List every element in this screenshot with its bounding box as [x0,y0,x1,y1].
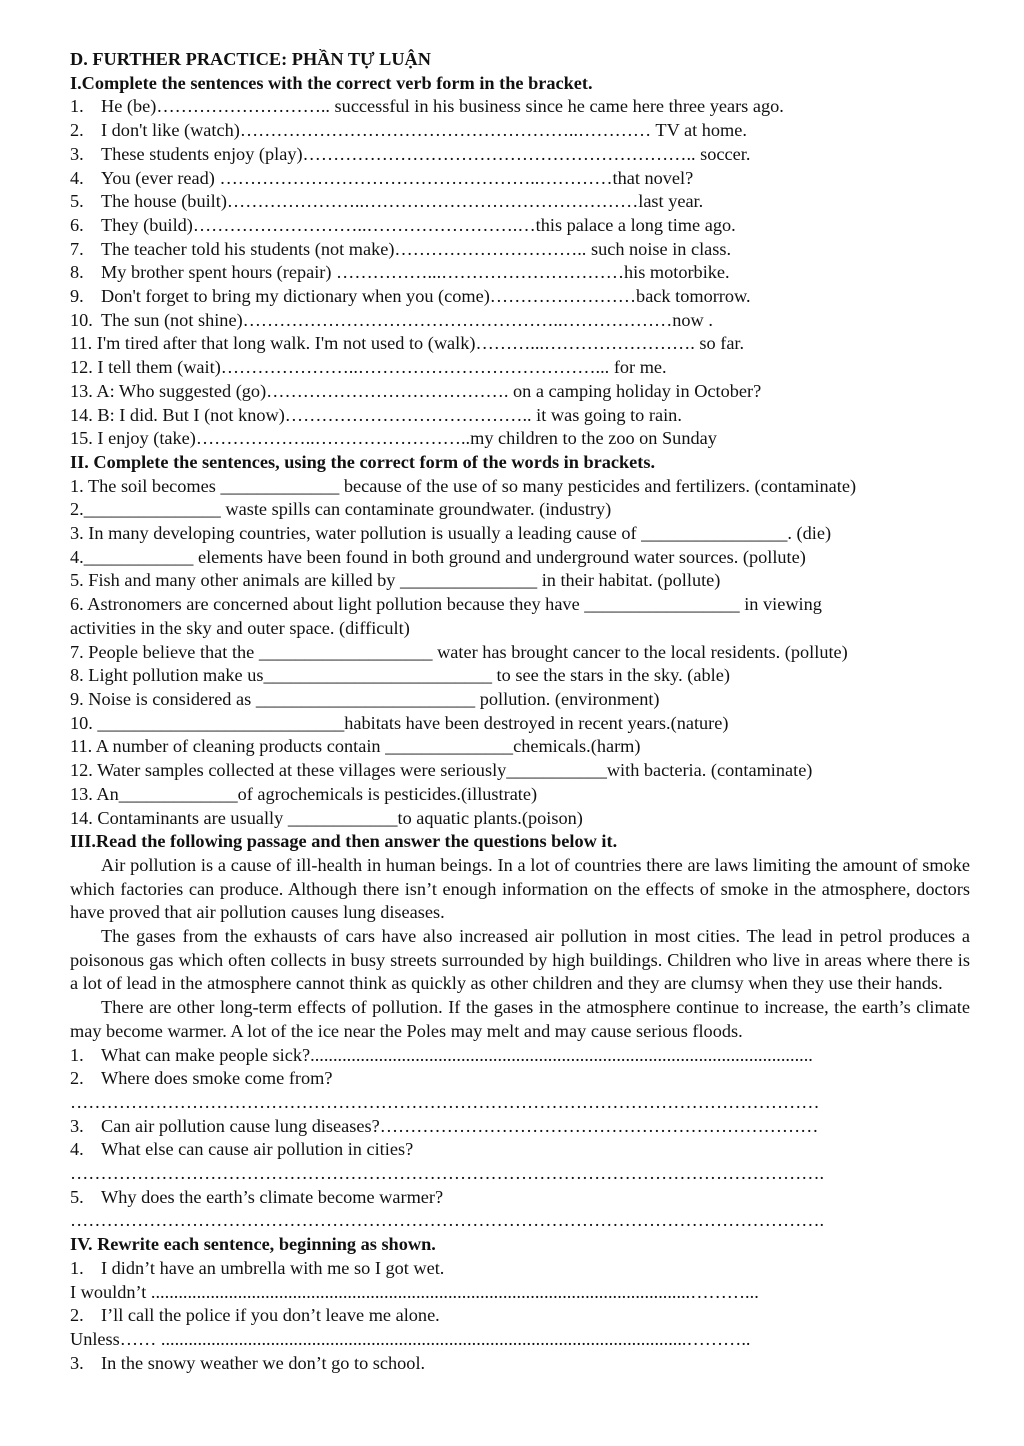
item-number: 2. [70,120,84,141]
list-item: 14. Contaminants are usually ____________to aquatic plants.(poison) [70,807,583,828]
list-item: 5. Fish and many other animals are killed by _______________ in their habitat. (pollute) [70,570,721,591]
passage-paragraph: The gases from the exhausts of cars have also increased air pollution in most cities. The lead in petrol produces a poisonous gas which often collects in busy streets surrounded by high buildings. Children who live in areas where there is a lot of lead in the atmosphere cannot think as quickly as other children and they are clumsy when they use their hands. [70,926,970,994]
list-item: 11. I'm tired after that long walk. I'm not used to (walk)………...……………………. so far. [70,333,745,354]
rewrite-sentence [70,1304,972,1328]
list-item: 13. A: Who suggested (go)…………………………………. on a camping holiday in October? [70,380,762,401]
list-item [70,238,972,262]
item-text: My brother spent hours (repair) ……………...…………………………his motorbike. [101,262,730,283]
item-text: The house (built)…………………..………………………………………last year. [101,191,704,212]
list-item [70,143,972,167]
list-item: 13. An_____________of agrochemicals is pesticides.(illustrate) [70,783,538,804]
list-item: 4.____________ elements have been found in both ground and underground water sources. (pollute) [70,546,806,567]
list-item [70,190,972,214]
list-item [70,261,972,285]
question-text: What else can cause air pollution in cities? [101,1139,414,1160]
item-number: 4. [70,167,84,188]
passage-paragraph: There are other long-term effects of pollution. If the gases in the atmosphere continue to increase, the earth’s climate may become warmer. A lot of the ice near the Poles may melt and may cause serious floods. [70,997,970,1041]
item-number: 3. [70,1352,84,1373]
item-number: 8. [70,262,84,283]
list-item: 1. The soil becomes _____________ because of the use of so many pesticides and fertilizers. (contaminate) [70,475,857,496]
question [70,1115,972,1139]
list-item: activities in the sky and outer space. (difficult) [70,617,410,638]
item-number: 7. [70,238,84,259]
list-item: 12. Water samples collected at these villages were seriously___________with bacteria. (contaminate) [70,760,813,781]
item-text: The sun (not shine)……………………………………………..………………now . [101,309,713,330]
section2-list [70,475,972,831]
question-text: Can air pollution cause lung diseases?……………………………………………………………… [101,1115,819,1136]
question [70,1067,972,1091]
section3-heading: III.Read the following passage and then answer the questions below it. [70,831,618,852]
item-number: 5. [70,1186,84,1207]
section1-list [70,95,972,451]
item-number: 2. [70,1068,84,1089]
list-item [70,167,972,191]
item-number: 4. [70,1139,84,1160]
item-text: I don't like (watch)………………………………………………..………… TV at home. [101,120,747,141]
passage-paragraph: Air pollution is a cause of ill-health in human beings. In a lot of countries there are laws limiting the amount of smoke which factories can produce. Although there isn’t enough information on the effects of smoke in the atmosphere, doctors have proved that air pollution causes lung diseases. [70,854,970,923]
item-number: 2. [70,1305,84,1326]
sentence-text: I’ll call the police if you don’t leave me alone. [101,1305,440,1326]
question [70,1186,972,1210]
list-item: 11. A number of cleaning products contain ______________chemicals.(harm) [70,736,641,757]
item-number: 1. [70,96,84,117]
item-number: 6. [70,214,84,235]
answer-line: …………………………………………………………………………………………………………… [70,1091,820,1112]
rewrite-answer-line: Unless…… ...................................................................................................................……….. [70,1328,751,1349]
item-text: These students enjoy (play)……………………………………………………….. soccer. [101,143,751,164]
item-text: Don't forget to bring my dictionary when you (come)……………………back tomorrow. [101,286,751,307]
sentence-text: In the snowy weather we don’t go to school. [101,1352,426,1373]
list-item: 2._______________ waste spills can contaminate groundwater. (industry) [70,499,612,520]
list-item: 9. Noise is considered as ________________________ pollution. (environment) [70,688,660,709]
item-text: The teacher told his students (not make)………………………….. such noise in class. [101,238,732,259]
question [70,1138,972,1162]
list-item: 7. People believe that the ___________________ water has brought cancer to the local residents. (pollute) [70,641,848,662]
list-item: 10. ___________________________habitats have been destroyed in recent years.(nature) [70,712,729,733]
list-item [70,214,972,238]
item-text: They (build)………………………..…………………….…this palace a long time ago. [101,214,736,235]
list-item: 14. B: I did. But I (not know)………………………………….. it was going to rain. [70,404,682,425]
item-text: You (ever read) ……………………………………………..…………that novel? [101,167,694,188]
answer-line: ……………………………………………………………………………………………………………. [70,1210,825,1231]
list-item [70,119,972,143]
item-number: 1. [70,1044,84,1065]
rewrite-sentence [70,1352,972,1376]
item-number: 3. [70,1115,84,1136]
item-number: 1. [70,1257,84,1278]
list-item: 15. I enjoy (take)………………..……………………..my children to the zoo on Sunday [70,428,717,449]
list-item [70,95,972,119]
list-item: 12. I tell them (wait)…………………..…………………………………... for me. [70,357,667,378]
list-item [70,285,972,309]
item-text: He (be)……………………….. successful in his business since he came here three years ago. [101,96,784,117]
rewrite-answer-line: I wouldn’t ......................................................................................................................………... [70,1281,759,1302]
answer-line: ……………………………………………………………………………………………………………. [70,1163,825,1184]
list-item: 8. Light pollution make us_________________________ to see the stars in the sky. (able) [70,665,730,686]
question [70,1044,972,1068]
list-item: 6. Astronomers are concerned about light pollution because they have _________________ in viewing [70,594,822,615]
section1-heading: I.Complete the sentences with the correct verb form in the bracket. [70,72,593,93]
question-text: Why does the earth’s climate become warmer? [101,1186,444,1207]
page-title: D. FURTHER PRACTICE: PHẦN TỰ LUẬN [70,49,431,69]
item-number: 5. [70,191,84,212]
question-text: What can make people sick?.............................................................................................................. [101,1044,813,1065]
item-number: 9. [70,286,84,307]
section2-heading: II. Complete the sentences, using the correct form of the words in brackets. [70,451,656,472]
question-text: Where does smoke come from? [101,1068,333,1089]
list-item: 3. In many developing countries, water pollution is usually a leading cause of ________________. (die) [70,523,832,544]
item-number: 10. [70,309,93,330]
rewrite-sentence [70,1257,972,1281]
item-number: 3. [70,143,84,164]
sentence-text: I didn’t have an umbrella with me so I got wet. [101,1257,445,1278]
section4-heading: IV. Rewrite each sentence, beginning as shown. [70,1234,436,1255]
list-item [70,309,972,333]
